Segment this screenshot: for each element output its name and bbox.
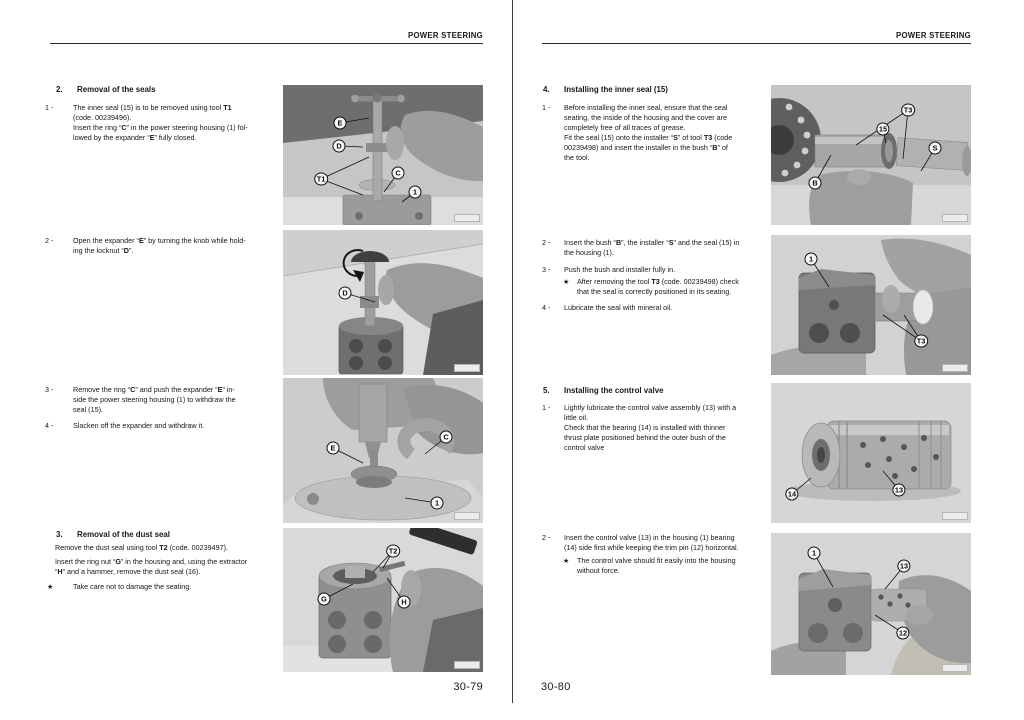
photo-illustration: [771, 85, 971, 225]
page-number-right: 30-80: [541, 681, 571, 693]
item-text: Push the bush and installer fully in.: [564, 265, 676, 274]
header-rule-left: [50, 43, 483, 44]
callout-tool-t3: T3: [901, 104, 915, 117]
photo-illustration: [771, 383, 971, 523]
callout-bearing-14: 14: [785, 488, 798, 501]
item-number: 2 -: [45, 236, 54, 245]
section-4-heading: [543, 85, 668, 94]
callout-housing-1: 1: [808, 547, 821, 560]
photo-seal-removal-tool-inserted: [283, 85, 483, 225]
photo-illustration: [283, 378, 483, 523]
item-text: Insert the control valve (13) in the housing (1) bearing (14) side first while keeping the trim pin (12) horizontal.: [564, 533, 739, 552]
callout-locknut: D: [333, 140, 346, 153]
callout-expander: E: [334, 117, 347, 130]
note-text: The control valve should fit easily into the housing without force.: [577, 556, 736, 575]
callout-housing-1: 1: [409, 186, 422, 199]
instruction-item: [542, 403, 736, 453]
callout-tool-t1: T1: [314, 173, 328, 186]
instruction-item: [45, 103, 248, 143]
photo-ref-box: [942, 364, 968, 372]
item-text: Lubricate the seal with mineral oil.: [564, 303, 673, 312]
callout-installer-s: S: [929, 142, 942, 155]
instruction-item: [542, 533, 739, 553]
callout-locknut: D: [339, 287, 352, 300]
section-title: Installing the inner seal (15): [564, 85, 668, 94]
photo-ref-box: [454, 661, 480, 669]
instruction-item: [542, 303, 672, 313]
item-text: Slacken off the expander and withdraw it.: [73, 421, 205, 430]
page-number-left: 30-79: [453, 681, 483, 693]
callout-tool-t2: T2: [386, 545, 400, 558]
item-number: 3 -: [542, 265, 551, 274]
note-text: Take care not to damage the seating.: [73, 582, 192, 591]
section-title: Installing the control valve: [564, 386, 664, 395]
callout-ring-nut-g: G: [318, 593, 331, 606]
photo-illustration: [283, 85, 483, 225]
item-number: 3 -: [45, 385, 54, 394]
photo-expander-withdrawn: [283, 378, 483, 523]
star-icon: ★: [47, 582, 54, 591]
instruction-item: [45, 236, 246, 256]
callout-housing-1: 1: [431, 497, 444, 510]
callout-valve-13: 13: [897, 560, 910, 573]
section-number: 2.: [56, 85, 63, 94]
photo-ref-box: [942, 214, 968, 222]
star-icon: ★: [563, 556, 570, 565]
caution-note: [563, 556, 736, 576]
section-paragraph: Remove the dust seal using tool T2 (code. 00239497).: [55, 543, 229, 552]
instruction-item: [45, 385, 236, 415]
photo-dust-seal-removal: [283, 528, 483, 672]
page-gutter-divider: [512, 0, 513, 703]
photo-open-expander-knob: [283, 230, 483, 375]
item-text: Open the expander “E” by turning the knob while hold- ing the locknut “D”.: [73, 236, 246, 255]
callout-trim-pin-12: 12: [896, 627, 909, 640]
callout-tool-t3: T3: [914, 335, 928, 348]
star-icon: ★: [563, 277, 570, 286]
callout-ring-c: C: [440, 431, 453, 444]
item-number: 2 -: [542, 238, 551, 247]
item-text: Lightly lubricate the control valve assembly (13) with a little oil. Check that the bearing (14) is installed with thinner thrust plate positioned behind the outer bush of the control valve: [564, 403, 737, 452]
section-number: 5.: [543, 386, 550, 395]
photo-ref-box: [942, 512, 968, 520]
callout-expander: E: [327, 442, 340, 455]
instruction-item: [542, 238, 739, 258]
item-text: The inner seal (15) is to be removed using tool T1 (code. 00239496). Insert the ring “C” in the power steering housing (1) fol- lowed by the expander “E” fully closed.: [73, 103, 248, 142]
photo-illustration: [771, 533, 971, 675]
photo-ref-box: [454, 214, 480, 222]
item-number: 1 -: [45, 103, 54, 112]
callout-ring-c: C: [392, 167, 405, 180]
section-number: 4.: [543, 85, 550, 94]
callout-seal-15: 15: [876, 123, 889, 136]
item-number: 1 -: [542, 403, 551, 412]
photo-ref-box: [454, 512, 480, 520]
page-header-left: POWER STEERING: [408, 31, 483, 40]
instruction-item: [45, 421, 204, 431]
photo-insert-tool-in-housing: [771, 235, 971, 375]
section-3-heading: [56, 530, 170, 539]
caution-note: [563, 277, 739, 297]
photo-control-valve-assembly: [771, 383, 971, 523]
section-title: Removal of the dust seal: [77, 530, 170, 539]
instruction-item: [542, 103, 732, 163]
note-text: After removing the tool T3 (code. 00239498) check that the seal is correctly positioned in its seating.: [577, 277, 739, 296]
caution-note: [47, 582, 191, 592]
callout-bush-b: B: [809, 177, 822, 190]
photo-seal-on-installer: [771, 85, 971, 225]
instruction-item: [542, 265, 675, 275]
section-paragraph: Insert the ring nut “G” in the housing and, using the extractor “H” and a hammer, remove the dust seal (16).: [55, 557, 248, 576]
callout-valve-13: 13: [892, 484, 905, 497]
item-text: Remove the ring “C” and push the expander “E” in- side the power steering housing (1) to withdraw the seal (15).: [73, 385, 236, 414]
page-header-right: POWER STEERING: [896, 31, 971, 40]
photo-illustration: [283, 528, 483, 672]
photo-ref-box: [942, 664, 968, 672]
photo-illustration: [771, 235, 971, 375]
section-title: Removal of the seals: [77, 85, 156, 94]
callout-housing-1: 1: [805, 253, 818, 266]
item-number: 2 -: [542, 533, 551, 542]
section-5-heading: [543, 386, 664, 395]
item-number: 4 -: [542, 303, 551, 312]
item-text: Insert the bush “B”, the installer “S” and the seal (15) in the housing (1).: [564, 238, 740, 257]
item-text: Before installing the inner seal, ensure that the seal seating, the inside of the housing and the cover are completely free of all traces of grease. Fit the seal (15) onto the installer “S” of tool T3 (code 00239498) and insert the installer in the bush “B” of the tool.: [564, 103, 733, 162]
section-2-heading: [56, 85, 156, 94]
callout-extractor-h: H: [398, 596, 411, 609]
section-number: 3.: [56, 530, 63, 539]
photo-illustration: [283, 230, 483, 375]
photo-ref-box: [454, 364, 480, 372]
header-rule-right: [542, 43, 971, 44]
photo-insert-control-valve: [771, 533, 971, 675]
item-number: 1 -: [542, 103, 551, 112]
item-number: 4 -: [45, 421, 54, 430]
